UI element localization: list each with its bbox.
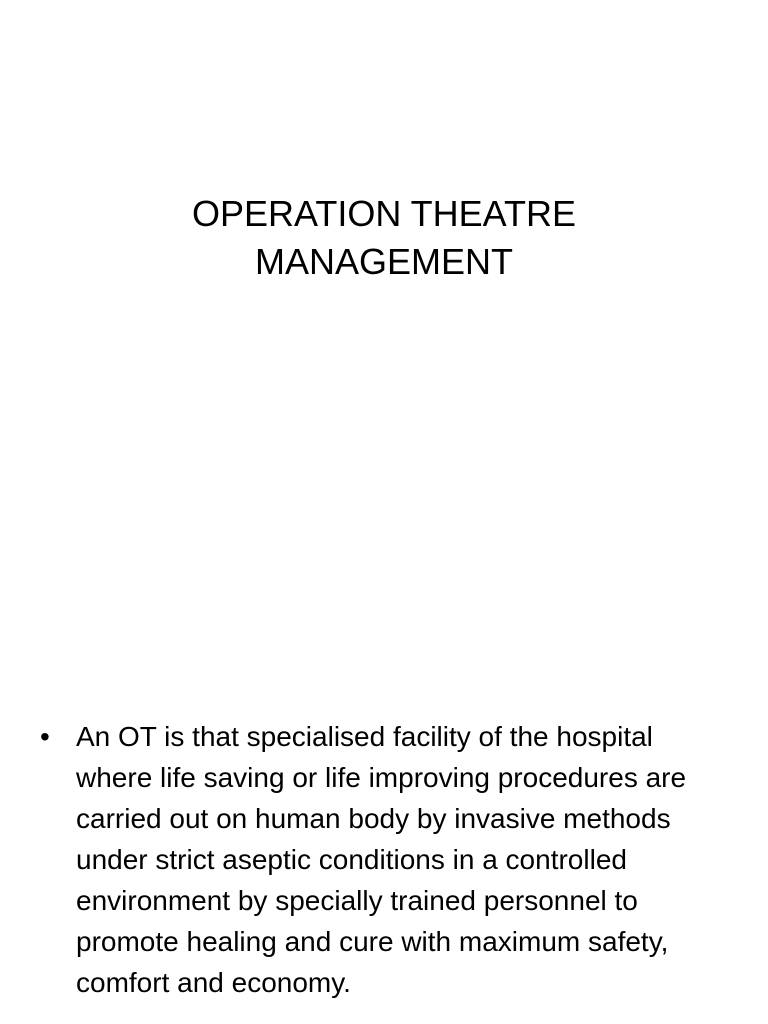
bullet-item <box>40 716 730 1003</box>
title-line-1: OPERATION THEATRE <box>191 193 577 234</box>
title-line-2: MANAGEMENT <box>254 241 513 282</box>
slide-title <box>0 190 768 286</box>
bullet-icon: • <box>40 721 50 752</box>
bullet-list <box>40 716 730 1003</box>
bullet-text: An OT is that specialised facility of the hospital where life saving or life improving procedures are carried out on human body by invasive methods under strict aseptic conditions in a controlled environment by specially trained personnel to promote healing and cure with maximum safety, comfort and economy. <box>76 721 687 998</box>
